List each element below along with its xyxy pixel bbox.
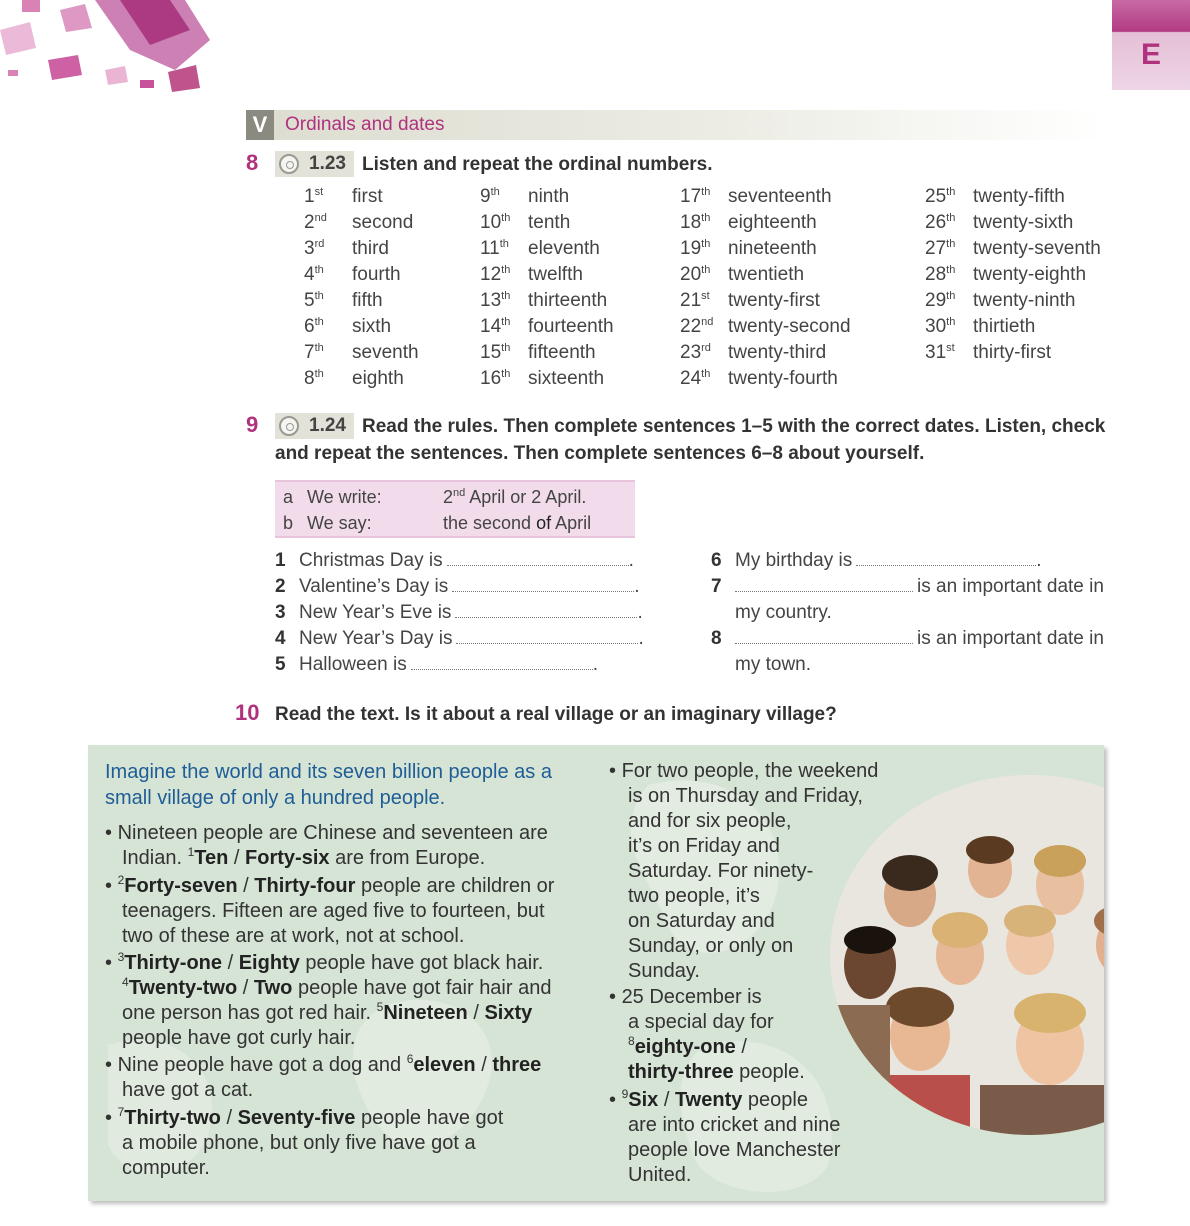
ordinal-row: [480, 236, 614, 262]
ordinal-number: 31st: [925, 342, 955, 363]
ordinal-number: 9th: [480, 186, 500, 207]
bullet-6: • For two people, the weekend is on Thursday and Friday, and for six people, it’s on Friday and Saturday. For ninety- two people, it’s on Saturday and Sunday, or only on Sunday.: [609, 760, 879, 982]
rule-a-example: 2nd April or 2 April.: [443, 487, 587, 507]
option-thirty-one[interactable]: Thirty-one: [124, 952, 223, 974]
ordinal-row: [925, 288, 1101, 314]
ordinal-word: nineteenth: [728, 238, 817, 259]
track-number: 1.24: [309, 415, 346, 436]
track-number: 1.23: [309, 153, 346, 174]
ordinal-row: [680, 184, 851, 210]
cd-icon: [279, 416, 299, 436]
ordinal-row: [304, 288, 419, 314]
ordinal-row: [680, 366, 851, 392]
ordinal-row: [680, 288, 851, 314]
ordinal-number: 19th: [680, 238, 711, 259]
rules-box: [275, 480, 635, 538]
ordinal-number: 14th: [480, 316, 511, 337]
reading-text-panel: [88, 745, 1104, 1201]
option-thirty-two[interactable]: Thirty-two: [124, 1107, 221, 1129]
option-nineteen[interactable]: Nineteen: [383, 1002, 468, 1024]
ordinal-number: 28th: [925, 264, 956, 285]
exercise-9-instruction-line1: Read the rules. Then complete sentences 1–5 with the correct dates. Listen, check: [362, 416, 1106, 437]
ordinal-row: [304, 236, 419, 262]
ordinal-word: tenth: [528, 212, 571, 233]
option-twenty[interactable]: Twenty: [674, 1089, 743, 1111]
ordinal-word: second: [352, 212, 414, 233]
ordinal-number: 30th: [925, 316, 956, 337]
ordinal-word: third: [352, 238, 389, 259]
ordinal-number: 25th: [925, 186, 956, 207]
ordinal-row: [304, 262, 419, 288]
ordinal-row: [480, 288, 614, 314]
sentence-7-continuation: my country.: [735, 602, 832, 623]
ordinal-word: twenty-eighth: [973, 264, 1087, 285]
ordinal-row: [304, 340, 419, 366]
ordinal-word: eighth: [352, 368, 404, 389]
ordinal-number: 1st: [304, 186, 324, 207]
section-title: Ordinals and dates: [285, 114, 445, 135]
audio-track-1-24[interactable]: [275, 413, 354, 439]
ordinal-row: [925, 236, 1101, 262]
bullet-3: • $^3$Thirty-one / Eighty people have got black hair. $^4$Twenty-two / Two people have got fair hair and one person has got red hair. $^5$Nineteen / Sixty people have got curly hair.: [105, 950, 552, 1049]
option-twenty-two[interactable]: Twenty-two: [128, 977, 238, 999]
sentence-3: 3 New Year’s Eve is .: [275, 602, 643, 623]
option-thirty-three[interactable]: thirty-three: [628, 1061, 734, 1083]
option-ten[interactable]: Ten: [194, 847, 229, 869]
option-two[interactable]: Two: [253, 977, 293, 999]
unit-tab: [1112, 0, 1190, 90]
answer-blank[interactable]: [452, 578, 634, 592]
exercise-10-number: 10: [235, 700, 260, 725]
ordinal-word: twenty-second: [728, 316, 851, 337]
answer-blank[interactable]: [447, 552, 629, 566]
ordinal-row: [680, 262, 851, 288]
ordinal-row: [480, 340, 614, 366]
ordinal-number: 24th: [680, 368, 711, 389]
rule-a: [283, 487, 586, 508]
ordinal-word: ninth: [528, 186, 570, 207]
unit-tab-letter: E: [1140, 38, 1161, 71]
ordinal-row: [480, 314, 614, 340]
decorative-shapes: [0, 0, 220, 95]
ordinal-word: twenty-first: [728, 290, 820, 311]
ordinal-number: 10th: [480, 212, 511, 233]
ordinal-number: 18th: [680, 212, 711, 233]
ordinal-number: 26th: [925, 212, 956, 233]
bullet-5: • $^7$Thirty-two / Seventy-five people have got a mobile phone, but only five have got a computer.: [105, 1105, 504, 1179]
option-forty-six[interactable]: Forty-six: [245, 847, 330, 869]
ordinal-column-1: [304, 184, 419, 392]
ordinal-number: 12th: [480, 264, 511, 285]
ordinal-number: 29th: [925, 290, 956, 311]
sentence-8-continuation: my town.: [735, 654, 812, 675]
exercise-9-number: 9: [246, 412, 259, 437]
ordinal-row: [304, 314, 419, 340]
answer-blank[interactable]: [456, 630, 638, 644]
ordinal-number: 21st: [680, 290, 710, 311]
sentence-5: 5 Halloween is .: [275, 654, 599, 675]
ordinal-number: 3rd: [304, 238, 325, 259]
ordinal-word: thirtieth: [973, 316, 1036, 337]
bullet-4: • Nine people have got a dog and $^6$eleven / three have got a cat.: [105, 1052, 542, 1101]
option-forty-seven[interactable]: Forty-seven: [124, 875, 238, 897]
exercise-8-number: 8: [246, 150, 259, 175]
ordinal-number: 4th: [304, 264, 324, 285]
bullet-7: • 25 December is a special day for $^8$eighty-one / thirty-three people.: [609, 986, 805, 1083]
ordinal-row: [680, 340, 851, 366]
ordinal-word: twenty-third: [728, 342, 827, 363]
ordinal-word: sixteenth: [528, 368, 605, 389]
rule-a-letter: a: [283, 487, 294, 507]
ordinal-number: 22nd: [680, 316, 714, 337]
rule-b-label: We say:: [307, 513, 372, 533]
rule-b: [283, 513, 591, 534]
ordinal-row: [680, 210, 851, 236]
answer-blank[interactable]: [735, 578, 913, 592]
ordinal-number: 2nd: [304, 212, 327, 233]
ordinal-word: eighteenth: [728, 212, 817, 233]
ordinal-number: 20th: [680, 264, 711, 285]
ordinal-number: 5th: [304, 290, 324, 311]
ordinal-word: twenty-seventh: [973, 238, 1101, 259]
option-eighty-one[interactable]: eighty-one: [634, 1036, 736, 1058]
option-eleven[interactable]: eleven: [413, 1054, 476, 1076]
option-seventy-five[interactable]: Seventy-five: [237, 1107, 356, 1129]
sentence-4: 4 New Year’s Day is .: [275, 628, 644, 649]
option-six[interactable]: Six: [628, 1089, 659, 1111]
ordinal-number: 6th: [304, 316, 324, 337]
ordinal-number: 15th: [480, 342, 511, 363]
sentence-6: 6 My birthday is .: [711, 550, 1042, 571]
ordinal-row: [480, 262, 614, 288]
option-thirty-four[interactable]: Thirty-four: [254, 875, 356, 897]
ordinal-row: [925, 340, 1101, 366]
ordinal-number: 11th: [480, 238, 509, 259]
ordinal-number: 13th: [480, 290, 511, 311]
bullet-2: • $^2$Forty-seven / Thirty-four people are children or teenagers. Fifteen are aged five to fourteen, but two of these are at work, not at school.: [105, 873, 555, 947]
sentence-2: 2 Valentine’s Day is .: [275, 576, 640, 597]
exercise-8-instruction: Listen and repeat the ordinal numbers.: [362, 154, 713, 175]
ordinal-column-3: [680, 184, 851, 392]
cd-icon: [279, 154, 299, 174]
bullet-8: • $^9$Six / Twenty people are into cricket and nine people love Manchester United.: [609, 1087, 841, 1186]
ordinal-number: 27th: [925, 238, 956, 259]
ordinal-row: [680, 236, 851, 262]
ordinal-number: 16th: [480, 368, 511, 389]
ordinal-number: 17th: [680, 186, 711, 207]
sentence-7: 7 is an important date in: [711, 576, 1104, 597]
exercise-9-instruction-line2: and repeat the sentences. Then complete sentences 6–8 about yourself.: [275, 443, 925, 464]
ordinal-row: [304, 184, 419, 210]
ordinal-word: thirty-first: [973, 342, 1052, 363]
ordinal-row: [925, 262, 1101, 288]
ordinal-word: twenty-fourth: [728, 368, 838, 389]
option-three[interactable]: three: [492, 1054, 542, 1076]
section-header: [246, 110, 1106, 140]
rule-b-example: the second of April: [443, 513, 592, 533]
ordinal-row: [480, 184, 614, 210]
ordinal-word: fifteenth: [528, 342, 596, 363]
ordinal-word: fifth: [352, 290, 383, 311]
ordinal-row: [304, 366, 419, 392]
section-letter: V: [246, 110, 274, 140]
ordinal-word: twenty-ninth: [973, 290, 1076, 311]
ordinal-number: 7th: [304, 342, 324, 363]
rule-b-letter: b: [283, 513, 294, 533]
ordinal-word: eleventh: [528, 238, 600, 259]
bullet-1: • Nineteen people are Chinese and seventeen are Indian. $^1$Ten / Forty-six are from Europe.: [105, 822, 548, 869]
ordinal-row: [480, 366, 614, 392]
ordinal-row: [480, 210, 614, 236]
ordinal-word: first: [352, 186, 383, 207]
ordinal-row: [925, 184, 1101, 210]
answer-blank[interactable]: [455, 604, 637, 618]
ordinal-word: twenty-fifth: [973, 186, 1065, 207]
option-eighty[interactable]: Eighty: [238, 952, 300, 974]
ordinal-word: twentieth: [728, 264, 805, 285]
ordinal-word: fourth: [352, 264, 401, 285]
ordinal-column-2: [480, 184, 614, 392]
rule-a-label: We write:: [307, 487, 382, 507]
exercise-10-instruction: Read the text. Is it about a real village or an imaginary village?: [275, 704, 837, 725]
ordinal-word: twelfth: [528, 264, 583, 285]
sentence-1: 1 Christmas Day is .: [275, 550, 634, 571]
answer-blank[interactable]: [735, 630, 913, 644]
ordinal-number: 23rd: [680, 342, 711, 363]
ordinal-word: fourteenth: [528, 316, 614, 337]
audio-track-1-23[interactable]: [275, 151, 354, 177]
ordinal-word: sixth: [352, 316, 392, 337]
ordinal-row: [925, 210, 1101, 236]
answer-blank[interactable]: [856, 552, 1036, 566]
ordinal-row: [925, 314, 1101, 340]
ordinal-number: 8th: [304, 368, 324, 389]
ordinal-row: [304, 210, 419, 236]
ordinal-word: seventeenth: [728, 186, 832, 207]
ordinal-column-4: [925, 184, 1101, 366]
reading-intro: Imagine the world and its seven billion people as a small village of only a hundred people.: [105, 761, 552, 809]
ordinal-word: twenty-sixth: [973, 212, 1074, 233]
option-sixty[interactable]: Sixty: [484, 1002, 533, 1024]
sentence-8: 8 is an important date in: [711, 628, 1104, 649]
ordinal-word: thirteenth: [528, 290, 608, 311]
ordinal-row: [680, 314, 851, 340]
ordinal-word: seventh: [352, 342, 419, 363]
answer-blank[interactable]: [411, 656, 593, 670]
